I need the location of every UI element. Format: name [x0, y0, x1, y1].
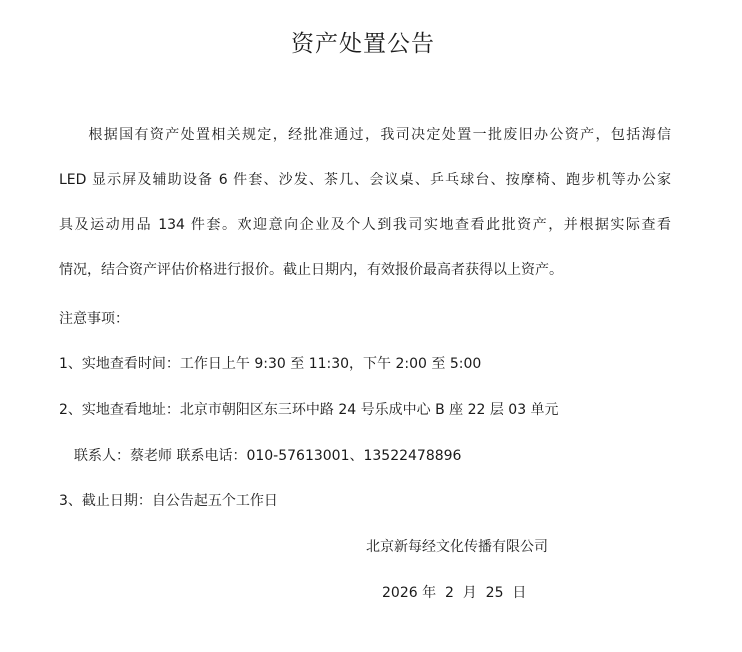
note-item-viewing-address: 2、实地查看地址：北京市朝阳区东三环中路 24 号乐成中心 B 座 22 层 03 单元: [59, 402, 559, 418]
body-line-2: LED 显示屏及辅助设备 6 件套、沙发、茶几、会议桌、乒乓球台、按摩椅、跑步机等办公家: [59, 172, 671, 188]
page-title: 资产处置公告: [291, 31, 435, 57]
company-signature: 北京新每经文化传播有限公司: [366, 539, 548, 555]
body-line-1: [59, 125, 671, 170]
note-item-viewing-time: 1、实地查看时间：工作日上午 9:30 至 11:30，下午 2:00 至 5:00: [59, 356, 482, 372]
body-line-4: 情况，结合资产评估价格进行报价。截止日期内，有效报价最高者获得以上资产。: [59, 262, 563, 278]
contact-info: 联系人：蔡老师 联系电话：010-57613001、13522478896: [74, 448, 462, 464]
note-item-deadline: 3、截止日期：自公告起五个工作日: [59, 493, 278, 509]
announcement-body: [59, 125, 671, 305]
body-line-3: 具及运动用品 134 件套。欢迎意向企业及个人到我司实地查看此批资产，并根据实际查看: [59, 217, 671, 233]
notes-heading: 注意事项：: [59, 311, 129, 327]
body-line-1-text: 根据国有资产处置相关规定，经批准通过，我司决定处置一批废旧办公资产，包括海信: [87, 127, 671, 143]
signature-date: 2026 年 2 月 25 日: [382, 585, 527, 601]
